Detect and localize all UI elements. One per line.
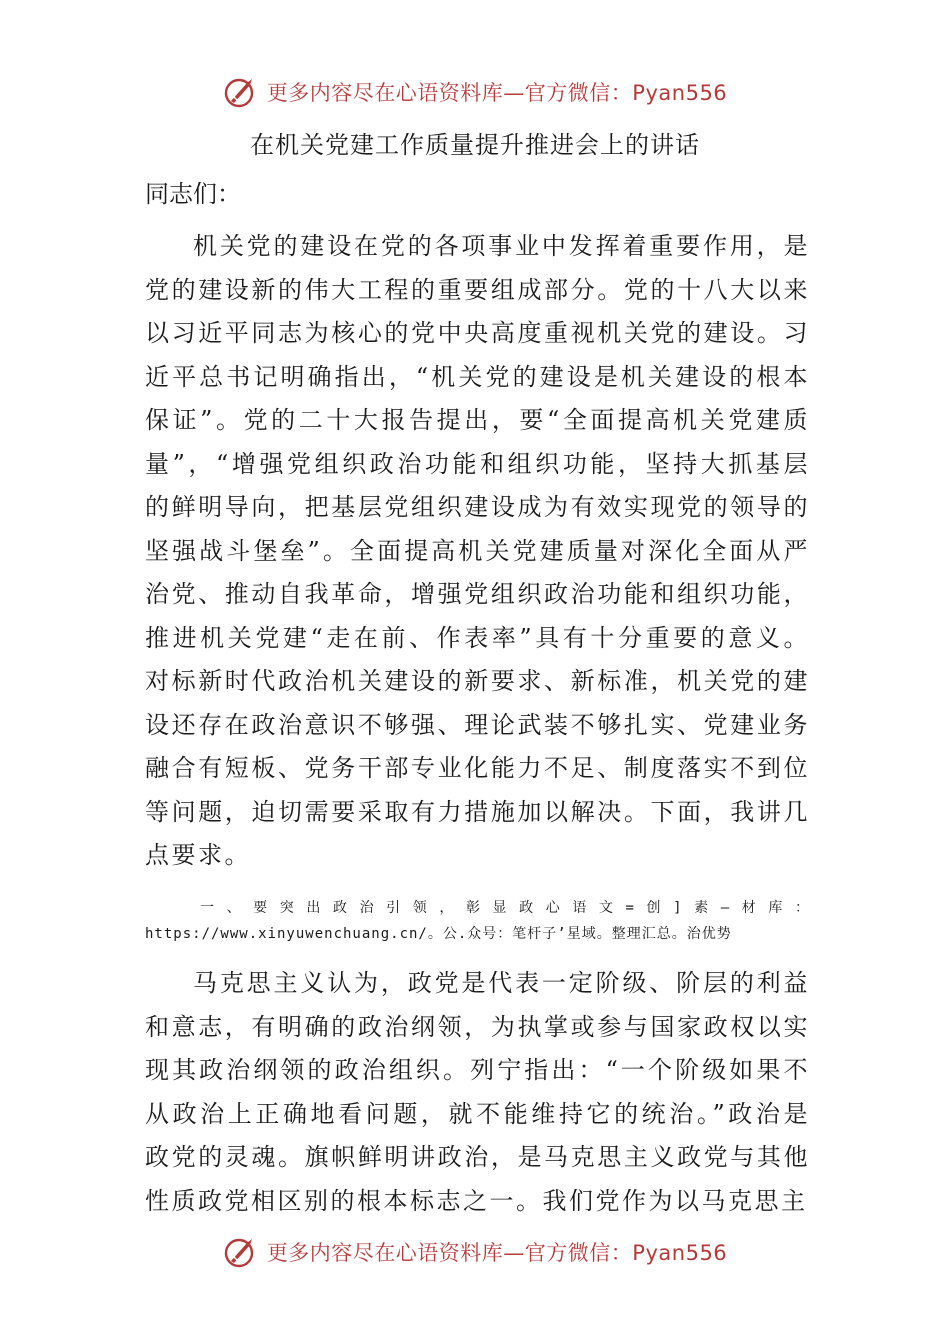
salutation: 同志们： [145, 180, 241, 208]
body-paragraph-2: 马克思主义认为，政党是代表一定阶级、阶层的利益和意志，有明确的政治纲领，为执掌或参与国家政权以实现其政治纲领的政治组织。列宁指出：“一个阶级如果不从政治上正确地看问题，就不能维持它的统治。”政治是政党的灵魂。旗帜鲜明讲政治，是马克思主义政党与其他性质政党相区别的根本标志之一。我们党作为以马克思主 [145, 969, 810, 1215]
circle-pen-logo-icon [223, 1234, 259, 1270]
banner-text: 更多内容尽在心语资料库—官方微信：Pyan556 [266, 1241, 728, 1265]
header-banner [0, 70, 950, 114]
banner-text: 更多内容尽在心语资料库—官方微信：Pyan556 [266, 81, 728, 105]
footer-banner [0, 1230, 950, 1274]
section-heading: 一、要突出政治引领，彰显政心语文=创]素—材库：https://www.xinyuwenchuang.cn/。公.众号：笔杆子’星域。整理汇总。治优势 [145, 900, 810, 942]
body-paragraph-1: 机关党的建设在党的各项事业中发挥着重要作用，是党的建设新的伟大工程的重要组成部分。党的十八大以来以习近平同志为核心的党中央高度重视机关党的建设。习近平总书记明确指出，“机关党的建设是机关建设的根本保证”。党的二十大报告提出，要“全面提高机关党建质量”，“增强党组织政治功能和组织功能，坚持大抓基层的鲜明导向，把基层党组织建设成为有效实现党的领导的坚强战斗堡垒”。全面提高机关党建质量对深化全面从严治党、推动自我革命，增强党组织政治功能和组织功能，推进机关党建“走在前、作表率”具有十分重要的意义。对标新时代政治机关建设的新要求、新标准，机关党的建设还存在政治意识不够强、理论武装不够扎实、党建业务融合有短板、党务干部专业化能力不足、制度落实不到位等问题，迫切需要采取有力措施加以解决。下面，我讲几点要求。 [145, 232, 810, 869]
document-title: 在机关党建工作质量提升推进会上的讲话 [250, 131, 700, 159]
circle-pen-logo-icon [223, 74, 259, 110]
